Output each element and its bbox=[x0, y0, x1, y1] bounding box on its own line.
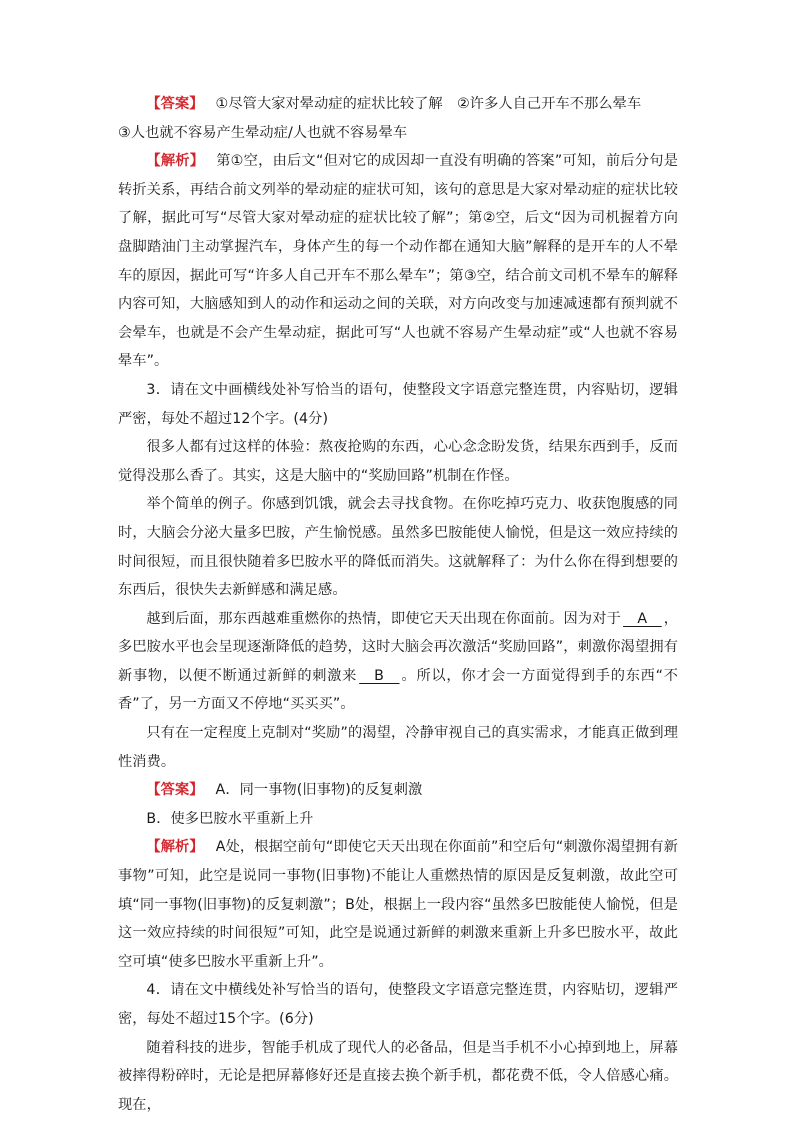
q3-paragraph-4: 只有在一定程度上克制对“奖励”的渴望，冷静审视自己的真实需求，才能真正做到理性消费。 bbox=[118, 725, 678, 770]
q2-analysis-text: 第①空，由后文“但对它的成因却一直没有明确的答案”可知，前后分句是转折关系，再结合前文列举的晕动症的症状可知，该句的意思是大家对晕动症的症状比较了解，据此可写“尽管大家对晕动症的症状比较了解”；第②空，后文“因为司机握着方向盘脚踏油门主动掌握汽车，身体产生的每一个动作都在通知大脑”解释的是开车的人不晕车的原因，据此可写“许多人自己开车不那么晕车”；第③空，结合前文司机不晕车的解释内容可知，大脑感知到人的动作和运动之间的关联，对方向改变与加速减速都有预判就不会晕车，也就是不会产生晕动症，据此可写“人也就不容易产生晕动症”或“人也就不容易晕车”。 bbox=[118, 153, 678, 370]
q3-analysis bbox=[118, 833, 678, 976]
q3-answer-a-text: A．同一事物(旧事物)的反复刺激 bbox=[215, 782, 423, 799]
q2-answer-line2: ③人也就不容易产生晕动症/人也就不容易晕车 bbox=[118, 124, 408, 141]
q2-analysis bbox=[118, 147, 678, 376]
q3-para3-part-c: 。所以，你才会一方面觉得到手的东西“不香”了，另一方面又不停地“买买买”。 bbox=[118, 667, 678, 713]
blank-a: A bbox=[623, 610, 662, 627]
q2-answer-line1 bbox=[118, 90, 678, 119]
q2-answer-text1: ①尽管大家对晕动症的症状比较了解 ②许多人自己开车不那么晕车 bbox=[215, 96, 642, 112]
analysis-tag: 【解析】 bbox=[146, 153, 205, 170]
answer-tag: 【答案】 bbox=[146, 96, 204, 112]
q3-para3-part-a: 越到后面，那东西越难重燃你的热情，即使它天天出现在你面前。因为对于 bbox=[146, 610, 622, 627]
q3-analysis-text: A处，根据空前句“即使它天天出现在你面前”和空后句“刺激你渴望拥有新事物”可知，此空是说同一事物(旧事物)不能让人重燃热情的原因是反复刺激，故此空可填“同一事物(旧事物)的反复刺激”；B处，根据上一段内容“虽然多巴胺能使人愉悦，但是这一效应持续的时间很短”可知，此空是说通过新鲜的刺激来重新上升多巴胺水平，故此空可填“使多巴胺水平重新上升”。 bbox=[118, 839, 678, 970]
q3-answer-b: B．使多巴胺水平重新上升 bbox=[146, 810, 314, 827]
q4-prompt: 4．请在文中横线处补写恰当的语句，使整段文字语意完整连贯，内容贴切，逻辑严密，每处不超过15个字。(6分) bbox=[118, 982, 678, 1027]
q3-answer-a bbox=[118, 776, 678, 805]
document-content bbox=[118, 90, 678, 1119]
blank-b: B bbox=[359, 667, 400, 684]
q3-paragraph-1: 很多人都有过这样的体验：熬夜抢购的东西，心心念念盼发货，结果东西到手，反而觉得没那么香了。其实，这是大脑中的“奖励回路”机制在作怪。 bbox=[118, 439, 678, 484]
q3-para3-part-b: ，多巴胺水平也会呈现逐渐降低的趋势，这时大脑会再次激活“奖励回路”，刺激你渴望拥有新事物，以便不断通过新鲜的刺激来 bbox=[118, 610, 678, 684]
answer-tag: 【答案】 bbox=[146, 782, 204, 799]
q3-paragraph-2: 举个简单的例子。你感到饥饿，就会去寻找食物。在你吃掉巧克力、收获饱腹感的同时，大脑会分泌大量多巴胺，产生愉悦感。虽然多巴胺能使人愉悦，但是这一效应持续的时间很短，而且很快随着多巴胺水平的降低而消失。这就解释了：为什么你在得到想要的东西后，很快失去新鲜感和满足感。 bbox=[118, 496, 678, 599]
q3-paragraph-3 bbox=[118, 605, 678, 719]
q3-prompt: 3．请在文中画横线处补写恰当的语句，使整段文字语意完整连贯，内容贴切，逻辑严密，每处不超过12个字。(4分) bbox=[118, 381, 678, 427]
q4-paragraph-1: 随着科技的进步，智能手机成了现代人的必备品，但是当手机不小心掉到地上，屏幕被摔得粉碎时，无论是把屏幕修好还是直接去换个新手机，都花费不低，令人倍感心痛。现在， bbox=[118, 1039, 678, 1113]
analysis-tag: 【解析】 bbox=[146, 839, 204, 856]
